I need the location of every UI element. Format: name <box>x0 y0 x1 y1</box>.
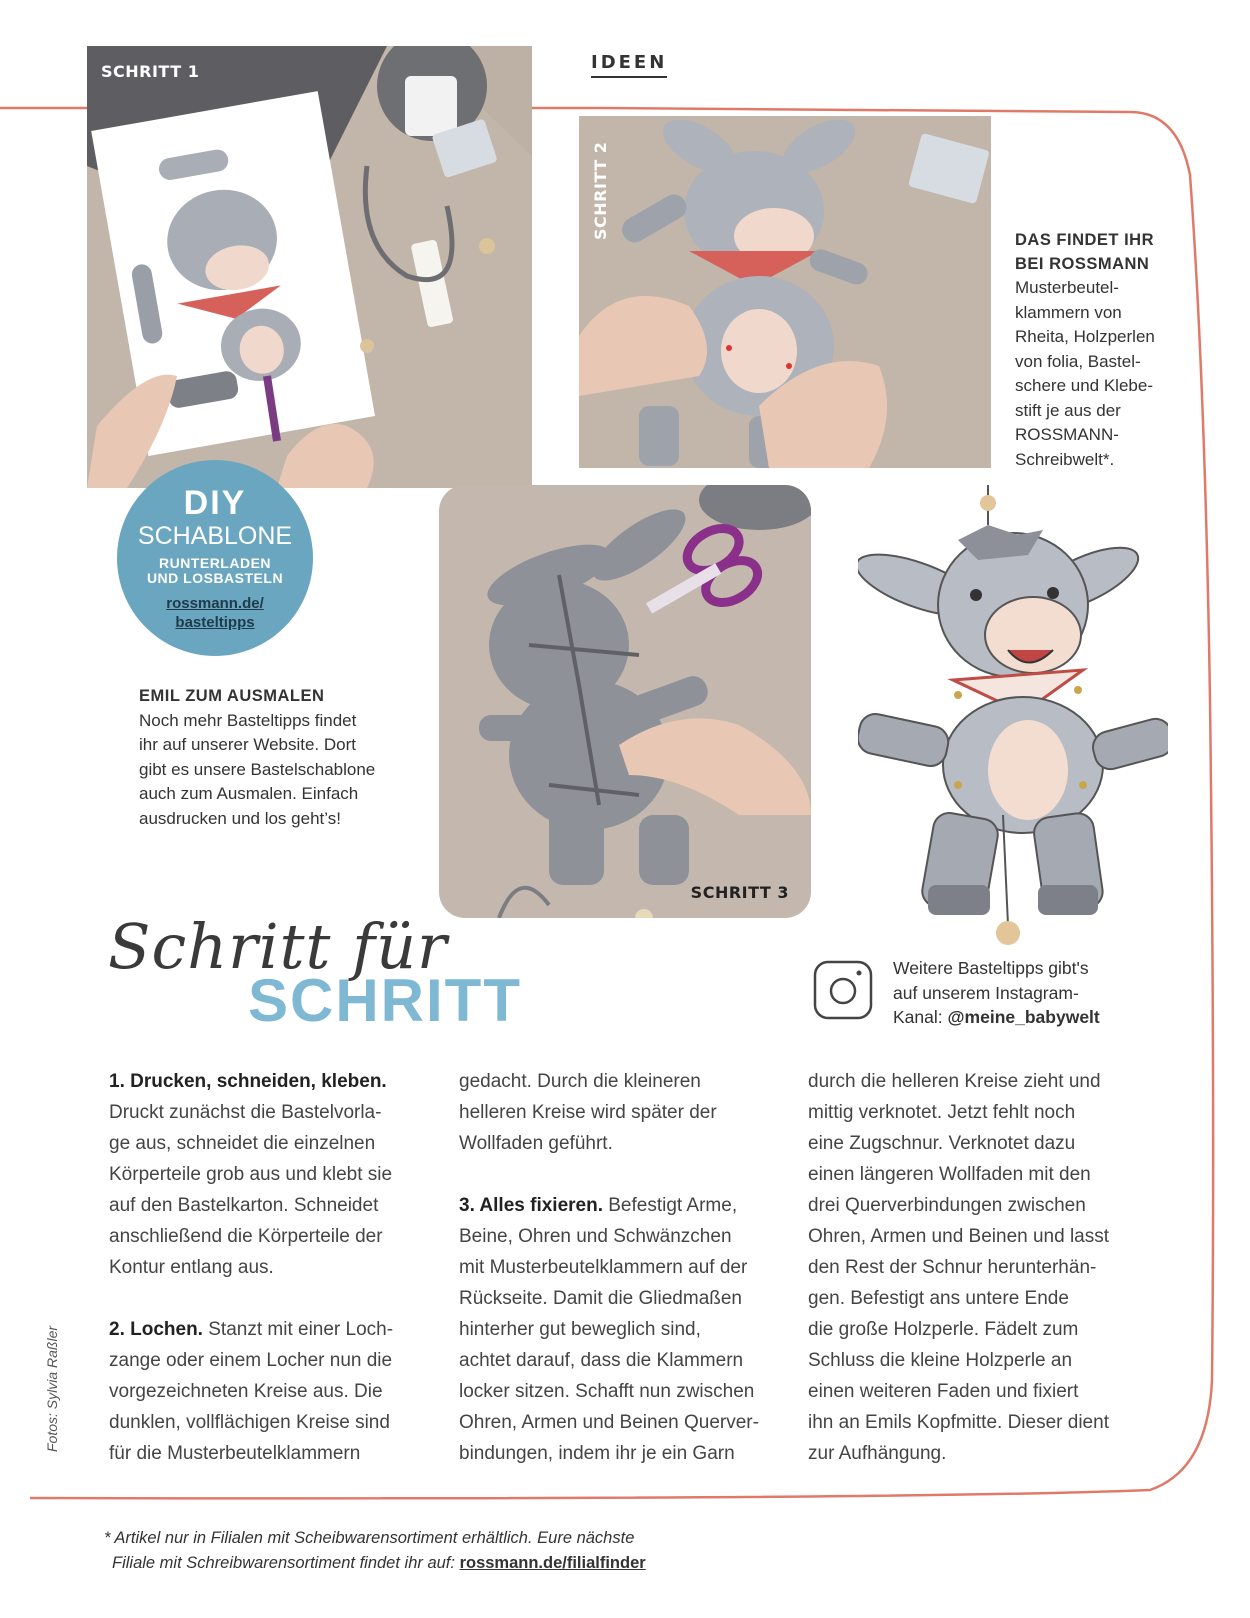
body-text: gedacht. Durch die kleineren <box>459 1071 701 1092</box>
body-text: mittig verknotet. Jetzt fehlt noch <box>808 1102 1076 1123</box>
body-line <box>109 1097 439 1128</box>
emil-line: auch zum Ausmalen. Einfach <box>139 784 359 803</box>
paragraph-gap <box>109 1283 439 1314</box>
body-line <box>109 1221 439 1252</box>
headline-script: Schritt für <box>108 910 448 983</box>
body-line <box>109 1190 439 1221</box>
body-text: ihn an Emils Kopfmitte. Dieser dient <box>808 1412 1109 1433</box>
photo-credit: Fotos: Sylvia Raßler <box>44 1325 60 1452</box>
instagram-prefix: Kanal: <box>893 1007 948 1027</box>
body-line <box>459 1345 789 1376</box>
rossmann-line: von folia, Bastel- <box>1015 351 1141 371</box>
step2-photo <box>579 116 991 468</box>
instagram-line: auf unserem Instagram- <box>893 982 1079 1003</box>
body-line <box>808 1407 1138 1438</box>
body-text: zur Aufhängung. <box>808 1443 947 1464</box>
body-line <box>109 1345 439 1376</box>
badge-title: DIY <box>183 484 247 522</box>
step3-label: SCHRITT 3 <box>690 883 789 902</box>
body-line <box>109 1252 439 1283</box>
step-heading: 2. Lochen. <box>109 1319 203 1340</box>
instagram-icon[interactable] <box>813 960 873 1020</box>
instagram-handle[interactable]: @meine_babywelt <box>947 1007 1100 1027</box>
photo-credit-wrap <box>44 1312 64 1452</box>
body-text: Wollfaden geführt. <box>459 1133 613 1154</box>
body-line <box>109 1376 439 1407</box>
body-line <box>109 1066 439 1097</box>
body-line <box>459 1066 789 1097</box>
rossmann-line: schere und Klebe- <box>1015 376 1153 395</box>
body-text: Ohren, Armen und Beinen Querver- <box>459 1412 759 1433</box>
body-text: den Rest der Schnur herunterhän- <box>808 1257 1097 1278</box>
body-line <box>459 1221 789 1252</box>
body-text: bindungen, indem ihr je ein Garn <box>459 1443 735 1464</box>
body-text: die große Holzperle. Fädelt zum <box>808 1319 1079 1340</box>
body-line <box>808 1159 1138 1190</box>
paragraph-gap <box>459 1159 789 1190</box>
body-line <box>459 1407 789 1438</box>
body-line <box>459 1314 789 1345</box>
rossmann-line: ROSSMANN- <box>1015 425 1119 444</box>
rossmann-line: Musterbeutel- <box>1015 278 1119 297</box>
body-line <box>808 1190 1138 1221</box>
body-text: zange oder einem Locher nun die <box>109 1350 393 1371</box>
badge-line-2: UND LOSBASTELN <box>146 570 284 586</box>
emil-coloring-text <box>139 684 439 831</box>
step1-label: SCHRITT 1 <box>101 62 200 81</box>
badge-link[interactable] <box>117 594 313 632</box>
body-line <box>459 1376 789 1407</box>
instagram-line: Weitere Basteltipps gibt's <box>893 958 1089 978</box>
step3-photo <box>439 485 811 918</box>
rossmann-line: Schreibwelt*. <box>1015 449 1115 469</box>
body-text: mit Musterbeutelklammern auf der <box>459 1257 748 1278</box>
section-tag: IDEEN <box>591 52 667 78</box>
body-text: helleren Kreise wird später der <box>459 1102 717 1123</box>
body-text: Kontur entlang aus. <box>109 1257 274 1278</box>
body-text: achtet darauf, dass die Klammern <box>459 1350 744 1371</box>
body-line <box>109 1438 439 1469</box>
rossmann-heading-1: DAS FINDET IHR <box>1015 231 1154 249</box>
rossmann-heading-2: BEI ROSSMANN <box>1015 255 1150 273</box>
body-line <box>808 1221 1138 1252</box>
body-line <box>459 1283 789 1314</box>
badge-line-1: RUNTERLADEN <box>158 555 272 571</box>
body-text: eine Zugschnur. Verknotet dazu <box>808 1133 1076 1154</box>
rossmann-line: stift je aus der <box>1015 400 1121 420</box>
body-line <box>459 1190 789 1221</box>
rossmann-products-box <box>1015 228 1225 472</box>
emil-line: gibt es unsere Bastelschablone <box>139 759 376 779</box>
step2-label: SCHRITT 2 <box>591 141 610 240</box>
body-line <box>459 1252 789 1283</box>
body-line <box>459 1438 789 1469</box>
body-line <box>808 1252 1138 1283</box>
body-text: Schluss die kleine Holzperle an <box>808 1350 1073 1371</box>
body-line <box>459 1097 789 1128</box>
body-text: drei Querverbindungen zwischen <box>808 1195 1086 1216</box>
rossmann-line: Rheita, Holzperlen <box>1015 327 1155 346</box>
body-line <box>808 1438 1138 1469</box>
body-line <box>459 1128 789 1159</box>
badge-url-2[interactable]: basteltipps <box>175 614 255 631</box>
instagram-text <box>893 956 1153 1030</box>
body-text: Beine, Ohren und Schwänzchen <box>459 1226 732 1247</box>
body-text: hinterher gut beweglich sind, <box>459 1319 701 1340</box>
body-text: gen. Befestigt ans untere Ende <box>808 1288 1069 1309</box>
body-text: einen weiteren Faden und fixiert <box>808 1381 1079 1402</box>
body-text: locker sitzen. Schafft nun zwischen <box>459 1381 755 1402</box>
instructions-column-2 <box>459 1066 789 1469</box>
diy-template-badge[interactable] <box>117 460 313 656</box>
step-heading: 3. Alles fixieren. <box>459 1195 603 1216</box>
body-line <box>808 1097 1138 1128</box>
body-line <box>109 1128 439 1159</box>
body-text: ge aus, schneidet die einzelnen <box>109 1133 376 1154</box>
body-text: Druckt zunächst die Bastelvorla- <box>109 1102 382 1123</box>
body-line <box>109 1159 439 1190</box>
body-line <box>109 1407 439 1438</box>
footnote <box>104 1526 646 1576</box>
body-text: dunklen, vollflächigen Kreise sind <box>109 1412 390 1433</box>
body-text: Stanzt mit einer Loch- <box>202 1319 394 1340</box>
body-line <box>808 1066 1138 1097</box>
body-text: einen längeren Wollfaden mit den <box>808 1164 1091 1185</box>
filialfinder-link[interactable]: rossmann.de/filialfinder <box>459 1554 646 1572</box>
footnote-line-1: * Artikel nur in Filialen mit Scheibwarensortiment erhältlich. Eure nächste <box>104 1529 635 1547</box>
body-text: Rückseite. Damit die Gliedmaßen <box>459 1288 742 1309</box>
instructions-column-3 <box>808 1066 1138 1469</box>
body-line <box>109 1314 439 1345</box>
step1-photo <box>87 46 532 488</box>
badge-subline <box>117 556 313 586</box>
instructions-column-1 <box>109 1066 439 1469</box>
body-line <box>808 1283 1138 1314</box>
instagram-line-handle <box>893 1005 1153 1030</box>
body-line <box>808 1376 1138 1407</box>
footnote-line-2 <box>104 1551 646 1576</box>
emil-line: ausdrucken und los geht’s! <box>139 808 341 828</box>
body-text: anschließend die Körperteile der <box>109 1226 383 1247</box>
body-line <box>808 1345 1138 1376</box>
body-line <box>808 1314 1138 1345</box>
body-text: Ohren, Armen und Beinen und lasst <box>808 1226 1110 1247</box>
body-text: Befestigt Arme, <box>602 1195 738 1216</box>
donkey-puppet-illustration <box>858 485 1168 965</box>
body-text: auf den Bastelkarton. Schneidet <box>109 1195 379 1216</box>
badge-url-1[interactable]: rossmann.de/ <box>166 595 264 612</box>
rossmann-line: klammern von <box>1015 302 1122 322</box>
step-heading: 1. Drucken, schneiden, kleben. <box>109 1071 387 1092</box>
body-text: vorgezeichneten Kreise aus. Die <box>109 1381 383 1402</box>
footnote-text: Filiale mit Schreibwarensortiment findet ihr auf: <box>112 1554 460 1572</box>
badge-subtitle: SCHABLONE <box>137 522 293 550</box>
emil-line: ihr auf unserer Website. Dort <box>139 735 356 754</box>
headline-bold: SCHRITT <box>248 967 522 1034</box>
body-text: Körperteile grob aus und klebt sie <box>109 1164 393 1185</box>
emil-heading: EMIL ZUM AUSMALEN <box>139 687 325 705</box>
body-line <box>808 1128 1138 1159</box>
body-text: für die Musterbeutelklammern <box>109 1443 361 1464</box>
emil-line: Noch mehr Basteltipps findet <box>139 710 357 730</box>
body-text: durch die helleren Kreise zieht und <box>808 1071 1101 1092</box>
